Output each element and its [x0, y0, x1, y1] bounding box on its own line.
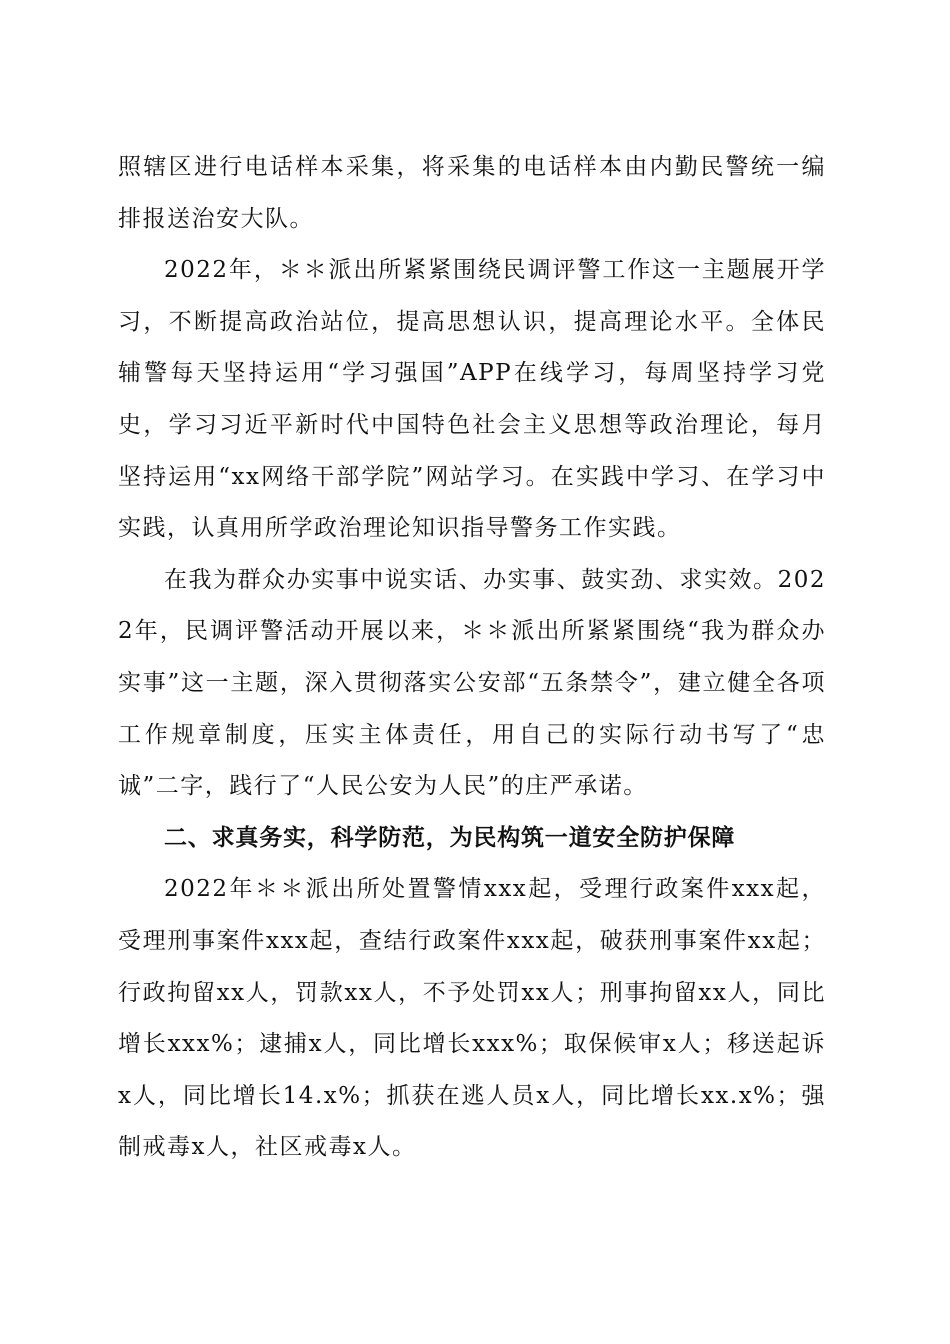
document-body	[118, 142, 826, 1174]
paragraph-continuation: 照辖区进行电话样本采集，将采集的电话样本由内勤民警统一编排报送治安大队。	[118, 154, 826, 232]
section-heading-two: 二、求真务实，科学防范，为民构筑一道安全防护保障	[164, 824, 736, 851]
paragraph-case-statistics: 2022年＊＊派出所处置警情xxx起，受理行政案件xxx起，受理刑事案件xxx起，查结行政案件xxx起，破获刑事案件xx起；行政拘留xx人，罚款xx人，不予处罚xx人；刑事拘留xx人，同比增长xxx%；逮捕x人，同比增长xxx%；取保候审x人；移送起诉x人，同比增长14.x%；抓获在逃人员x人，同比增长xx.x%；强制戒毒x人，社区戒毒x人。	[118, 876, 826, 1161]
paragraph-study-2022: 2022年，＊＊派出所紧紧围绕民调评警工作这一主题展开学习，不断提高政治站位，提高思想认识，提高理论水平。全体民辅警每天坚持运用“学习强国”APP在线学习，每周坚持学习党史，学习习近平新时代中国特色社会主义思想等政治理论，每月坚持运用“xx网络干部学院”网站学习。在实践中学习、在学习中实践，认真用所学政治理论知识指导警务工作实践。	[118, 257, 826, 542]
paragraph-serve-public: 在我为群众办实事中说实话、办实事、鼓实劲、求实效。2022年，民调评警活动开展以来，＊＊派出所紧紧围绕“我为群众办实事”这一主题，深入贯彻落实公安部“五条禁令”，建立健全各项工作规章制度，压实主体责任，用自己的实际行动书写了“忠诚”二字，践行了“人民公安为人民”的庄严承诺。	[118, 566, 826, 800]
